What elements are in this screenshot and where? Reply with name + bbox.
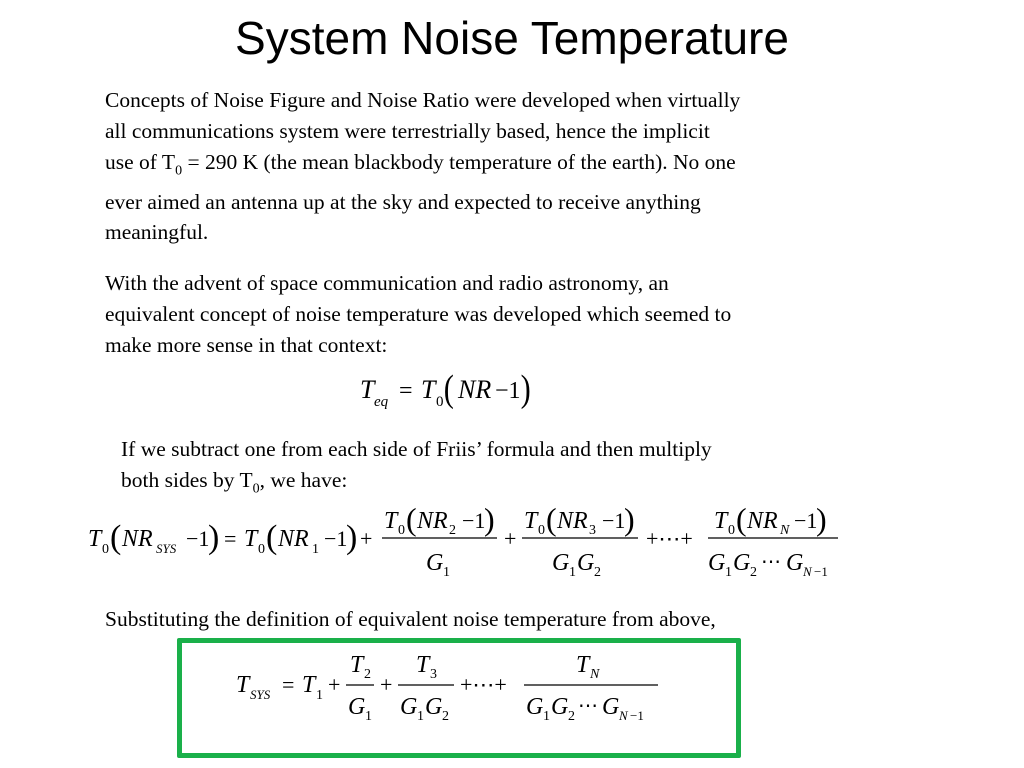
para3-line2-sub: 0 (252, 481, 260, 497)
svg-text:=: = (224, 526, 237, 551)
svg-text:G: G (400, 694, 418, 720)
svg-text:1: 1 (312, 542, 319, 557)
svg-text:(: ( (443, 368, 454, 410)
para3-line2-pre: both sides by T (121, 467, 253, 492)
svg-text:G: G (708, 550, 726, 576)
svg-text:): ) (816, 501, 827, 537)
svg-text:SYS: SYS (250, 687, 271, 702)
svg-text:(: ( (110, 519, 122, 556)
svg-text:−1: −1 (186, 526, 210, 551)
svg-text:1: 1 (365, 709, 372, 724)
svg-text:N: N (780, 523, 790, 538)
svg-text:2: 2 (750, 565, 757, 580)
svg-text:(: ( (266, 519, 278, 556)
svg-text:T: T (88, 526, 102, 552)
svg-text:N: N (619, 708, 628, 723)
svg-text:G: G (552, 550, 570, 576)
paragraph-friis-subtract (121, 434, 712, 505)
svg-text:+: + (380, 672, 393, 697)
svg-text:N: N (803, 564, 812, 579)
svg-text:NR: NR (557, 508, 588, 534)
para1-line4: ever aimed an antenna up at the sky and expected to receive anything (105, 189, 701, 214)
svg-text:(: ( (406, 501, 417, 537)
slide-title: System Noise Temperature (235, 12, 789, 64)
para3-line2-post: , we have: (259, 467, 348, 492)
svg-text:G: G (526, 694, 544, 720)
svg-text:−1: −1 (495, 378, 521, 404)
svg-text:⋯: ⋯ (761, 551, 781, 573)
svg-text:G: G (577, 550, 595, 576)
svg-text:3: 3 (589, 523, 596, 538)
svg-text:1: 1 (417, 709, 424, 724)
para1-line2: all communications system were terrestrially based, hence the implicit (105, 118, 710, 143)
svg-text:=: = (282, 672, 295, 697)
svg-text:+⋯+: +⋯+ (646, 526, 693, 551)
svg-text:T: T (236, 672, 250, 698)
svg-text:−1: −1 (462, 508, 486, 533)
paragraph-space-communication (105, 268, 731, 360)
svg-text:NR: NR (278, 526, 309, 552)
svg-text:T: T (421, 375, 436, 404)
svg-text:0: 0 (102, 542, 109, 557)
para1-line3-post: = 290 K (the mean blackbody temperature of the earth). No one (182, 149, 736, 174)
svg-text:2: 2 (449, 523, 456, 538)
svg-text:G: G (551, 694, 569, 720)
svg-text:): ) (484, 501, 495, 537)
svg-text:T: T (350, 652, 364, 678)
svg-text:2: 2 (568, 709, 575, 724)
svg-text:−1: −1 (324, 526, 348, 551)
para4-line1: Substituting the definition of equivalent noise temperature from above, (105, 607, 716, 631)
para2-line1: With the advent of space communication and radio astronomy, an (105, 271, 669, 295)
svg-text:+⋯+: +⋯+ (460, 672, 507, 697)
svg-text:T: T (360, 375, 375, 404)
svg-text:): ) (624, 501, 635, 537)
equation-equivalent-noise-temperature (355, 368, 555, 423)
paragraph-noise-figure-history (105, 85, 740, 248)
svg-text:⋯: ⋯ (578, 695, 598, 717)
svg-text:SYS: SYS (156, 541, 177, 556)
svg-text:0: 0 (258, 542, 265, 557)
svg-text:N: N (590, 667, 600, 682)
svg-text:0: 0 (728, 523, 735, 538)
svg-text:): ) (208, 519, 220, 556)
svg-text:−1: −1 (630, 708, 644, 723)
svg-text:−1: −1 (794, 508, 818, 533)
svg-text:+: + (504, 526, 517, 551)
svg-text:−1: −1 (814, 564, 828, 579)
svg-text:3: 3 (430, 667, 437, 682)
svg-text:eq: eq (374, 394, 389, 410)
svg-text:1: 1 (316, 688, 323, 703)
svg-text:T: T (576, 652, 590, 678)
para1-line3 (105, 147, 740, 187)
svg-text:+: + (360, 526, 373, 551)
svg-text:1: 1 (443, 565, 450, 580)
svg-text:0: 0 (398, 523, 405, 538)
svg-text:2: 2 (364, 667, 371, 682)
svg-text:=: = (399, 378, 413, 404)
para1-line3-pre: use of T (105, 149, 176, 174)
svg-text:0: 0 (538, 523, 545, 538)
svg-text:G: G (602, 694, 620, 720)
svg-text:2: 2 (442, 709, 449, 724)
svg-text:): ) (520, 368, 531, 410)
svg-text:1: 1 (543, 709, 550, 724)
svg-text:G: G (425, 694, 443, 720)
equation-system-noise-temperature (232, 648, 672, 733)
svg-text:1: 1 (725, 565, 732, 580)
svg-text:T: T (714, 508, 728, 534)
equation-friis-noise-ratio (86, 500, 846, 595)
svg-text:G: G (786, 550, 804, 576)
svg-text:0: 0 (436, 394, 444, 410)
svg-text:(: ( (546, 501, 557, 537)
svg-text:G: G (733, 550, 751, 576)
svg-text:NR: NR (458, 375, 492, 404)
svg-text:NR: NR (747, 508, 778, 534)
svg-text:NR: NR (417, 508, 448, 534)
para1-line5: meaningful. (105, 220, 209, 245)
svg-text:2: 2 (594, 565, 601, 580)
svg-text:1: 1 (569, 565, 576, 580)
svg-text:NR: NR (122, 526, 153, 552)
svg-text:G: G (426, 550, 444, 576)
paragraph-substituting (105, 604, 716, 635)
svg-text:T: T (524, 508, 538, 534)
para1-line1: Concepts of Noise Figure and Noise Ratio were developed when virtually (105, 88, 741, 112)
svg-text:−1: −1 (602, 508, 626, 533)
svg-text:(: ( (736, 501, 747, 537)
svg-text:T: T (302, 672, 316, 698)
para2-line2: equivalent concept of noise temperature was developed which seemed to (105, 301, 732, 326)
para1-line3-sub: 0 (175, 162, 183, 178)
svg-text:G: G (348, 694, 366, 720)
para3-line1: If we subtract one from each side of Friis’ formula and then multiply (121, 437, 712, 461)
svg-text:): ) (346, 519, 358, 556)
svg-text:+: + (328, 672, 341, 697)
para3-line2 (121, 465, 712, 505)
para2-line3: make more sense in that context: (105, 332, 388, 357)
svg-text:T: T (244, 526, 258, 552)
svg-text:T: T (384, 508, 398, 534)
svg-text:T: T (416, 652, 430, 678)
